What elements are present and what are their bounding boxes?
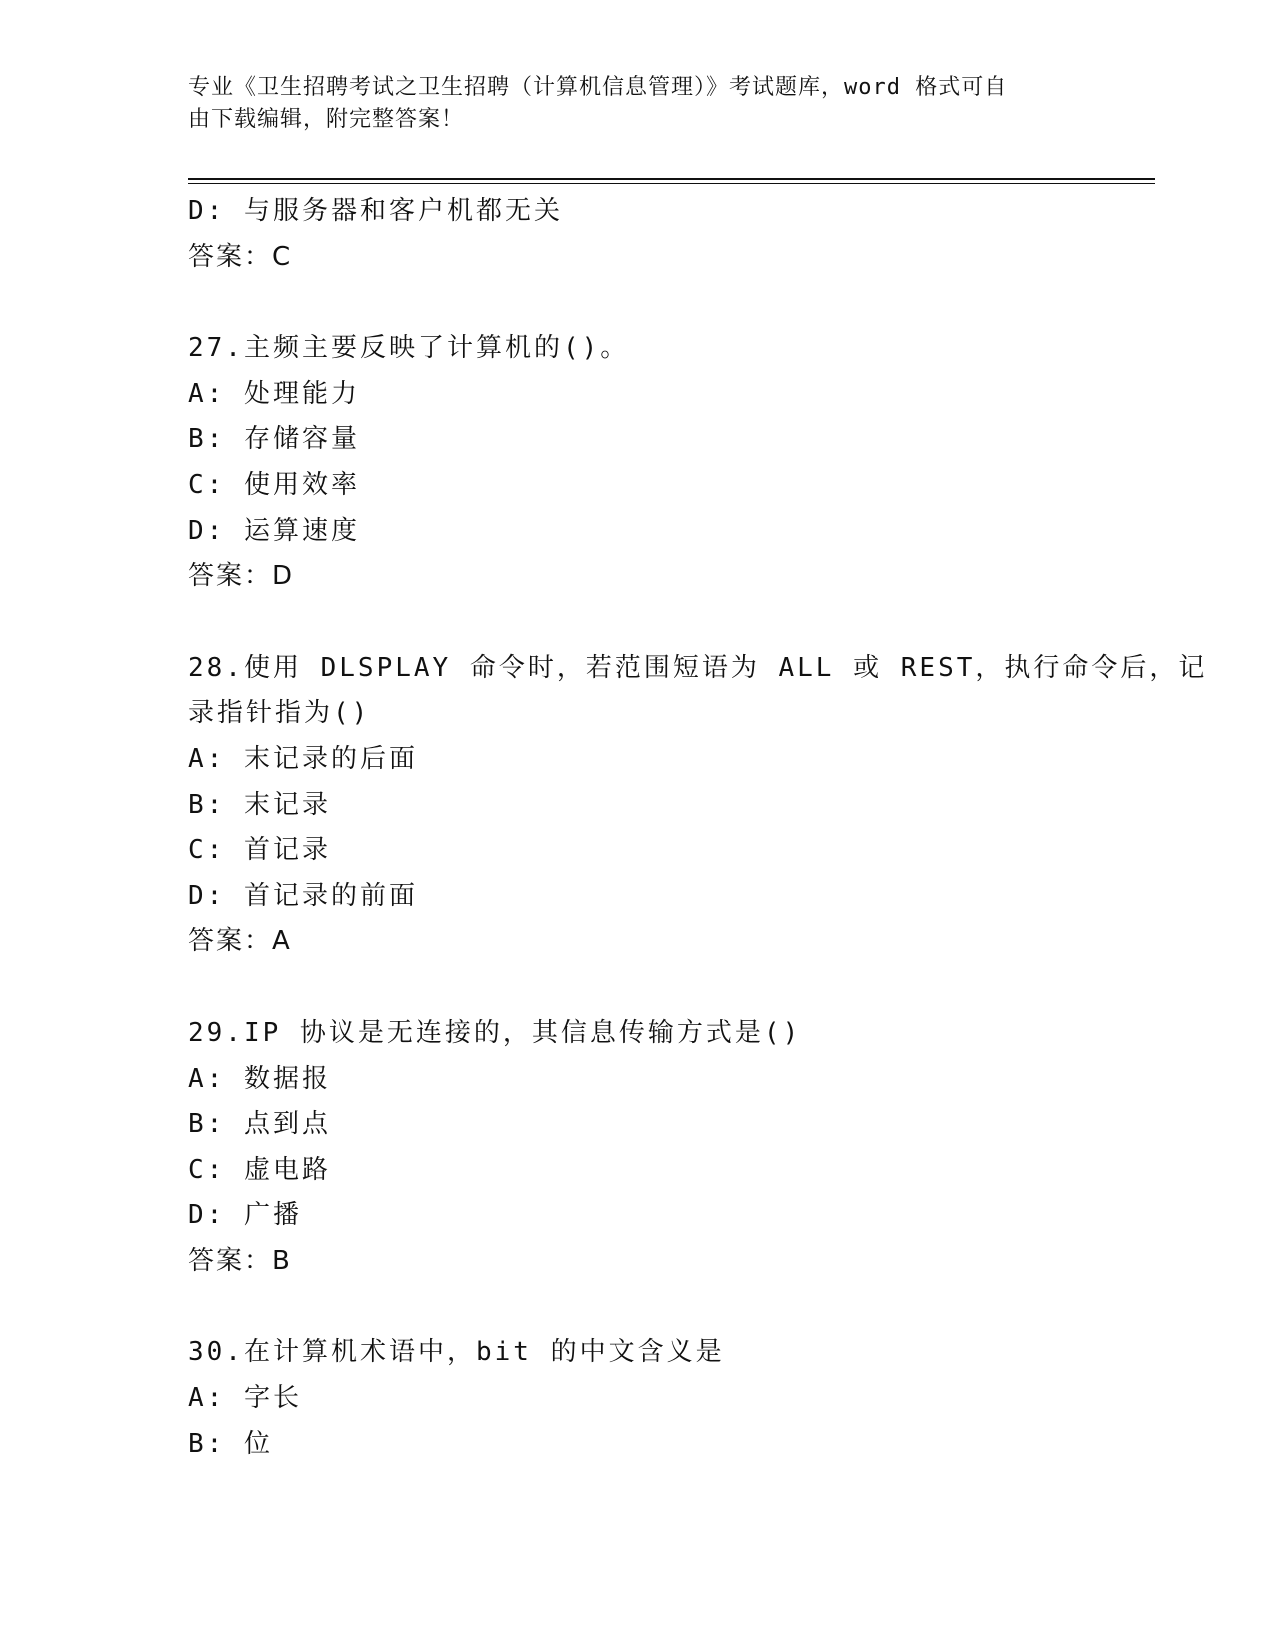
answer-label: 答案：A: [188, 926, 292, 957]
spacer: [188, 965, 1088, 1011]
question-text: 27.主频主要反映了计算机的()。: [188, 333, 630, 364]
question-list: [188, 189, 1208, 1467]
question-text-continued: 录指针指为(): [188, 698, 371, 729]
header-line-2: 由下载编辑，附完整答案！: [188, 107, 465, 132]
option-a: A: 处理能力: [188, 378, 360, 409]
option-d: D: 运算速度: [188, 515, 360, 546]
option-d: D: 与服务器和客户机都无关: [188, 196, 563, 226]
answer-label: 答案：C: [188, 241, 293, 272]
option-c: C: 虚电路: [188, 1154, 331, 1185]
option-a: A: 字长: [188, 1383, 302, 1414]
option-a: A: 末记录的后面: [188, 743, 418, 774]
option-d: D: 广播: [188, 1200, 302, 1231]
header-divider-thick: [188, 178, 1155, 180]
option-d: D: 首记录的前面: [188, 880, 418, 911]
question-block: [188, 646, 1208, 965]
question-text: 29.IP 协议是无连接的，其信息传输方式是(): [188, 1017, 802, 1048]
option-b: B: 存储容量: [188, 424, 360, 455]
option-a: A: 数据报: [188, 1063, 331, 1094]
header-line-1: 专业《卫生招聘考试之卫生招聘（计算机信息管理）》考试题库，word 格式可自: [188, 75, 1008, 100]
question-text: 28.使用 DLSPLAY 命令时，若范围短语为 ALL 或 REST，执行命令后，记: [188, 652, 1208, 683]
document-header: [188, 72, 1068, 136]
spacer: [188, 280, 1088, 326]
question-block: [188, 1011, 1088, 1285]
option-b: B: 位: [188, 1428, 273, 1459]
spacer: [188, 1284, 1088, 1330]
question-block: [188, 326, 1088, 600]
question-text: 30.在计算机术语中，bit 的中文含义是: [188, 1337, 725, 1368]
question-block: [188, 1330, 1088, 1467]
option-c: C: 首记录: [188, 835, 331, 866]
option-b: B: 末记录: [188, 789, 331, 820]
header-divider-thin: [188, 183, 1155, 184]
option-b: B: 点到点: [188, 1109, 331, 1140]
option-c: C: 使用效率: [188, 469, 360, 500]
spacer: [188, 600, 1088, 646]
answer-label: 答案：D: [188, 561, 295, 592]
answer-label: 答案：B: [188, 1245, 292, 1276]
